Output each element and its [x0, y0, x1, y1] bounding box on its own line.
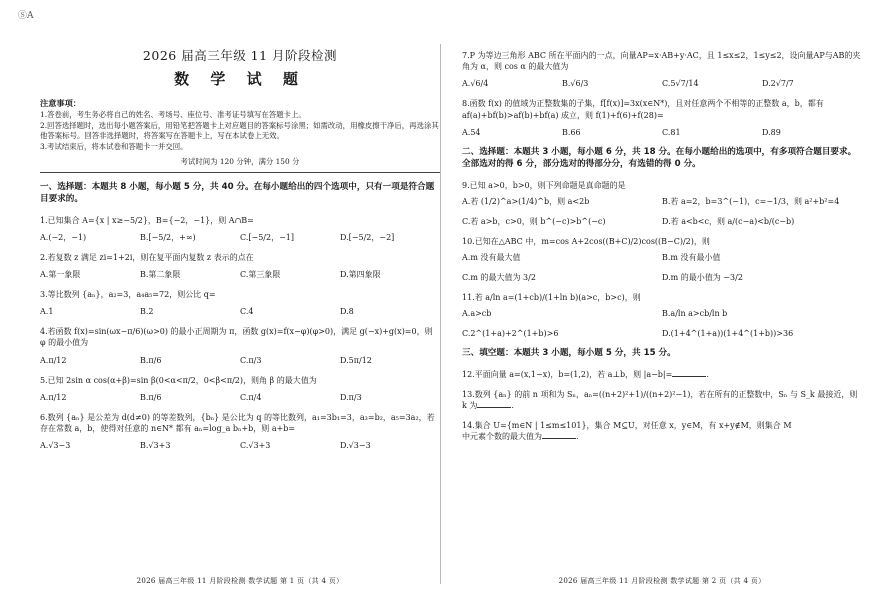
question-2: 2.若复数 z 满足 zi=1+2i，则在复平面内复数 z 表示的点在	[40, 252, 254, 262]
exam-title: 2026 届高三年级 11 月阶段检测	[142, 48, 338, 63]
options-8	[462, 128, 862, 138]
time-note: 考试时间为 120 分钟，满分 150 分	[180, 156, 300, 166]
option: D.[−5/2，−2]	[340, 232, 395, 242]
option: A.√6/4	[462, 79, 489, 89]
notice-item: 3.考试结束后，将本试卷和答题卡一并交回。	[40, 141, 188, 151]
question-5: 5.已知 2sin α cos(α+β)=sin β(0<α<π/2，0<β<π/2)，则角 β 的最大值为	[40, 375, 317, 385]
option: D.π/3	[340, 392, 362, 402]
option: B.√3+3	[140, 441, 171, 451]
question-10: 10.已知在△ABC 中，m=cos A+2cos((B+C)/2)cos((B−C)/2)，则	[462, 236, 710, 246]
option: A.(−2，−1)	[40, 232, 87, 242]
question-7: 7.P 为等边三角形 ABC 所在平面内的一点，向量AP=x·AB+y·AC，且 1≤x≤2，1≤y≤2，设向量AP与AB的夹角为 α，则 cos α 的最大值为	[462, 51, 861, 72]
question-13: 13.数列 {aₙ} 的前 n 项和为 Sₙ，aₙ=((n+2)²+1)/((n+2)²−1)，若在所有的正整数中，Sₙ 与 S_k 最接近，则 k 为 .	[462, 389, 858, 411]
options-2	[40, 270, 440, 280]
option: B.√6/3	[562, 79, 589, 89]
page-one	[40, 18, 440, 588]
question-text: 13.数列 {aₙ} 的前 n 项和为 Sₙ，aₙ=((n+2)²+1)/((n+2)²−1)，若在所有的正整数中，Sₙ 与 S_k 最接近，则	[462, 389, 858, 399]
question-4: 4.若函数 f(x)=sin(ωx−π/6)(ω>0) 的最小正周期为 π，函数 g(x)=f(x−φ)(φ>0)，满足 g(−x)+g(x)=0，则 φ 的最小值为	[40, 327, 433, 348]
corner-mark: ⓈA	[18, 11, 34, 21]
section-heading-2: 二、选择题：本题共 3 小题，每小题 6 分，共 18 分。在每小题给出的选项中，有多项符合题目要求。全部选对的得 6 分，部分选对的得部分分，有选错的得 0 分。	[462, 146, 857, 170]
options-7	[462, 79, 862, 89]
option: D.(1+4^(1+a))(1+4^(1+b))>36	[662, 329, 794, 339]
option: A.若 (1/2)^a>(1/4)^b，则 a<2b	[462, 196, 590, 206]
option: B.a/ln a>cb/ln b	[662, 309, 728, 319]
option: A.54	[462, 127, 481, 137]
option: C.m 的最大值为 3/2	[462, 273, 536, 283]
question-1: 1.已知集合 A={x | x≥−5/2}，B={−2，−1}，则 A∩B=	[40, 215, 254, 225]
option: C.√3+3	[240, 441, 271, 451]
option: D.√3−3	[340, 441, 371, 451]
option: C.π/3	[240, 355, 262, 365]
option: D.89	[762, 127, 781, 137]
options-9	[462, 197, 862, 227]
option: C.4	[240, 307, 254, 317]
option: A.π/12	[40, 355, 67, 365]
notice-item: 1.答卷前，考生务必将自己的姓名、考场号、座位号、准考证号填写在答题卡上。	[40, 109, 306, 119]
option: B.2	[140, 307, 154, 317]
option: B.π/6	[140, 355, 162, 365]
section-heading-3: 三、填空题：本题共 3 小题，每小题 5 分，共 15 分。	[462, 348, 676, 359]
question-12: 12.平面向量 a=(x,1−x)，b=(1,2)，若 a⊥b，则 |a−b|= .	[462, 369, 709, 379]
option: A.m 没有最大值	[462, 253, 521, 263]
answer-blank	[477, 400, 511, 408]
notice-list	[40, 110, 440, 152]
option: B.[−5/2，+∞)	[140, 232, 196, 242]
subject-title: 数 学 试 题	[174, 69, 306, 88]
option: B.第二象限	[140, 270, 181, 280]
option: D.5π/12	[340, 355, 372, 365]
option: A.第一象限	[40, 270, 81, 280]
options-3	[40, 307, 440, 317]
question-8: 8.函数 f(x) 的值域为正整数集的子集，f[f(x)]=3x(x∈N*)，且对任意两个不相等的正整数 a，b，都有 af(a)+bf(b)>af(b)+bf(a) 成立，则 f(1)+f(6)+f(28)=	[462, 99, 824, 120]
option: A.1	[40, 307, 54, 317]
notice-item: 2.回答选择题时，选出每小题答案后，用铅笔把答题卡上对应题目的答案标号涂黑；如需改动，用橡皮擦干净后，再选涂其他答案标号。回答非选择题时，将答案写在答题卡上，写在本试卷上无效。	[40, 120, 439, 140]
page-footer: 2026 届高三年级 11 月阶段检测 数学试题 第 2 页（共 4 页）	[558, 577, 766, 586]
option: C.5√7/14	[662, 79, 699, 89]
option: C.第三象限	[240, 270, 281, 280]
page-divider	[440, 44, 441, 584]
option: B.π/6	[140, 392, 162, 402]
options-6	[40, 441, 440, 451]
page-two	[462, 18, 862, 588]
question-text: 中元素个数的最大值为	[462, 432, 542, 442]
option: A.π/12	[40, 392, 67, 402]
answer-blank	[542, 431, 576, 439]
option: D.第四象限	[340, 270, 381, 280]
options-11	[462, 309, 862, 339]
answer-blank	[672, 369, 706, 377]
question-11: 11.若 a/ln a=(1+cb)/(1+ln b)(a>c，b>c)，则	[462, 293, 641, 303]
page-footer: 2026 届高三年级 11 月阶段检测 数学试题 第 1 页（共 4 页）	[136, 577, 344, 586]
option: D.若 a<b<c，则 a/(c−a)<b/(c−b)	[662, 216, 795, 226]
question-14: 14.集合 U={m∈N | 1≤m≤101}，集合 M⊆U，对任意 x，y∈M，有 x+y∉M，则集合 M 中元素个数的最大值为 .	[462, 421, 792, 442]
question-text: 14.集合 U={m∈N | 1≤m≤101}，集合 M⊆U，对任意 x，y∈M，有 x+y∉M，则集合 M	[462, 421, 792, 431]
option: D.m 的最小值为 −3/2	[662, 273, 743, 283]
notice-heading: 注意事项：	[40, 98, 81, 109]
option: B.m 没有最小值	[662, 253, 721, 263]
option: C.81	[662, 127, 681, 137]
option: C.π/4	[240, 392, 262, 402]
option: C.[−5/2，−1]	[240, 232, 294, 242]
question-text: 12.平面向量 a=(x,1−x)，b=(1,2)，若 a⊥b，则 |a−b|=	[462, 369, 673, 379]
options-1	[40, 233, 440, 243]
option: D.2√7/7	[762, 79, 794, 89]
options-5	[40, 393, 440, 403]
question-9: 9.已知 a>0，b>0，则下列命题是真命题的是	[462, 180, 626, 190]
question-3: 3.等比数列 {aₙ}，a₂=3，a₄a₅=72，则公比 q=	[40, 290, 216, 300]
option: D.8	[340, 307, 354, 317]
options-10	[462, 253, 862, 283]
option: C.若 a>b，c>0，则 b^(−c)>b^(−c)	[462, 216, 606, 226]
section-heading-1: 一、选择题：本题共 8 小题，每小题 5 分，共 40 分。在每小题给出的四个选项中，只有一项是符合题目要求的。	[40, 181, 435, 205]
question-6: 6.数列 {aₙ} 是公差为 d(d≠0) 的等差数列，{bₙ} 是公比为 q 的等比数列，a₁=3b₁=3，a₃=b₂，a₅=3a₂，若存在常数 a，b，使得对任意的 n∈N* 都有 aₙ=log_a bₙ+b，则 a+b=	[40, 412, 435, 434]
option: C.2^(1+a)+2^(1+b)>6	[462, 329, 559, 339]
options-4	[40, 356, 440, 366]
question-text: k 为	[462, 401, 478, 411]
option: B.若 a=2，b=3^(−1)，c=−1/3，则 a²+b²=4	[662, 196, 840, 206]
option: B.66	[562, 127, 581, 137]
divider-rule	[40, 172, 440, 173]
option: A.√3−3	[40, 441, 71, 451]
option: A.a>cb	[462, 309, 492, 319]
